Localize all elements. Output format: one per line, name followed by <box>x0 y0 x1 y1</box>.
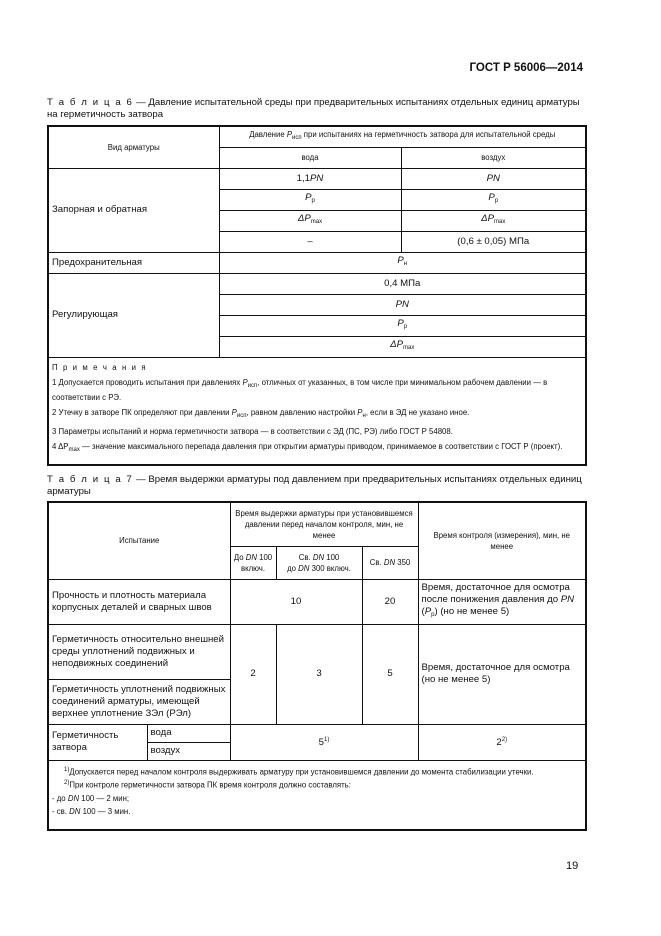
note-3: 3 Параметры испытаний и норма герметичности затвора — в соответствии с ЭД (ПС, РЭ) либо ГОСТ Р 54808. <box>52 426 453 436</box>
cell: 1,1PN <box>219 168 401 189</box>
cell: 2$^{2)}$ <box>418 724 586 760</box>
cell: $\Delta P_{max}$ <box>401 210 586 231</box>
col-air: воздух <box>401 147 586 168</box>
row-label: Герметичность относительно внешней среды уплотнений подвижных и неподвижных соединений <box>48 624 230 679</box>
row-label: Герметичность затвора <box>48 724 147 760</box>
table6-caption <box>47 97 587 121</box>
col-control: Время контроля (измерения), мин, не менее <box>418 502 586 579</box>
cell: Время, достаточное для осмотра (но не менее 5) <box>418 624 586 724</box>
cell: 20 <box>362 579 418 624</box>
cell: $\Delta P_{max}$ <box>219 210 401 231</box>
col-water: вода <box>219 147 401 168</box>
caption-label: Т а б л и ц а 7 <box>47 474 134 485</box>
cell: $P_р$ <box>219 189 401 210</box>
row-label: Герметичность уплотнений подвижных соединений арматуры, имеющей верхнее уплотнение ЗЭл (РЭл) <box>48 679 230 724</box>
cell: 5 <box>362 624 418 724</box>
col-sub-2: Св. DN 100 до DN 300 включ. <box>276 546 362 579</box>
cell: PN <box>219 294 586 315</box>
col-pressure: Давление $P_{исп}$ при испытаниях на герметичность затвора для испытательной среды <box>219 126 586 147</box>
col-type: Вид арматуры <box>48 126 219 168</box>
group-label: Предохранительная <box>48 252 219 273</box>
notes-title: П р и м е ч а н и я <box>52 362 148 372</box>
group-label: Запорная и обратная <box>48 168 219 252</box>
table6-notes <box>48 357 586 465</box>
cell: 5$^{1)}$ <box>230 724 418 760</box>
cell: (0,6 ± 0,05) МПа <box>401 231 586 252</box>
group-label: Регулирующая <box>48 273 219 357</box>
col-test: Испытание <box>48 502 230 579</box>
cell: 0,4 МПа <box>219 273 586 294</box>
table-7 <box>47 501 587 831</box>
cell: Время, достаточное для осмотра после понижения давления до PN $(P_р)$ (но не менее 5) <box>418 579 586 624</box>
footnote-2-item: - св. DN 100 — 3 мин. <box>52 806 131 816</box>
cell: вода <box>147 724 230 742</box>
note-4: 4 $\Delta P_{max}$ — значение максимального перепада давления при открытии арматуры приводом, принимаемое в соответствии с ГОСТ Р (проект). <box>52 441 563 453</box>
col-sub-3: Св. DN 350 <box>362 546 418 579</box>
cell: PN <box>401 168 586 189</box>
cell: $P_р$ <box>219 315 586 336</box>
table-6 <box>47 125 587 466</box>
cell: $\Delta P_{max}$ <box>219 336 586 357</box>
caption-text: — Время выдержки арматуры под давлением при предварительных испытаниях отдельных единиц арматуры <box>47 474 582 497</box>
cell: $P_р$ <box>401 189 586 210</box>
footnote-2: $^{2)}$При контроле герметичности затвора ПК время контроля должно составлять: <box>64 780 351 790</box>
row-label: Прочность и плотность материала корпусных деталей и сварных швов <box>48 579 230 624</box>
cell: – <box>219 231 401 252</box>
footnote-1: $^{1)}$Допускается перед началом контроля выдерживать арматуру при установившемся давлении до момента стабилизации утечки. <box>64 766 534 777</box>
note-2: 2 Утечку в затворе ПК определяют при давлении $P_{исп}$, равном давлению настройки $P_н$, если в ЭД не указано иное. <box>52 407 470 419</box>
col-hold: Время выдержки арматуры при установившемся давлении перед началом контроля, мин, не менее <box>230 502 418 546</box>
note-1: 1 Допускается проводить испытания при давлениях $P_{исп}$, отличных от указанных, в том числе при минимальном рабочем давлении — в соответствии с РЭ. <box>52 377 548 402</box>
caption-text: — Давление испытательной среды при предварительных испытаниях отдельных единиц арматуры на герметичность затвора <box>47 97 580 120</box>
document-id: ГОСТ Р 56006—2014 <box>469 62 583 74</box>
cell: 10 <box>230 579 362 624</box>
table7-caption <box>47 474 587 498</box>
caption-label: Т а б л и ц а 6 <box>47 97 134 108</box>
col-sub-1: До DN 100 включ. <box>230 546 276 579</box>
cell: 2 <box>230 624 276 724</box>
page-number: 19 <box>566 860 579 872</box>
table7-footnotes <box>48 760 586 830</box>
cell: $P_н$ <box>219 252 586 273</box>
cell: 3 <box>276 624 362 724</box>
footnote-2-item: - до DN 100 — 2 мин; <box>52 793 130 803</box>
cell: воздух <box>147 742 230 760</box>
